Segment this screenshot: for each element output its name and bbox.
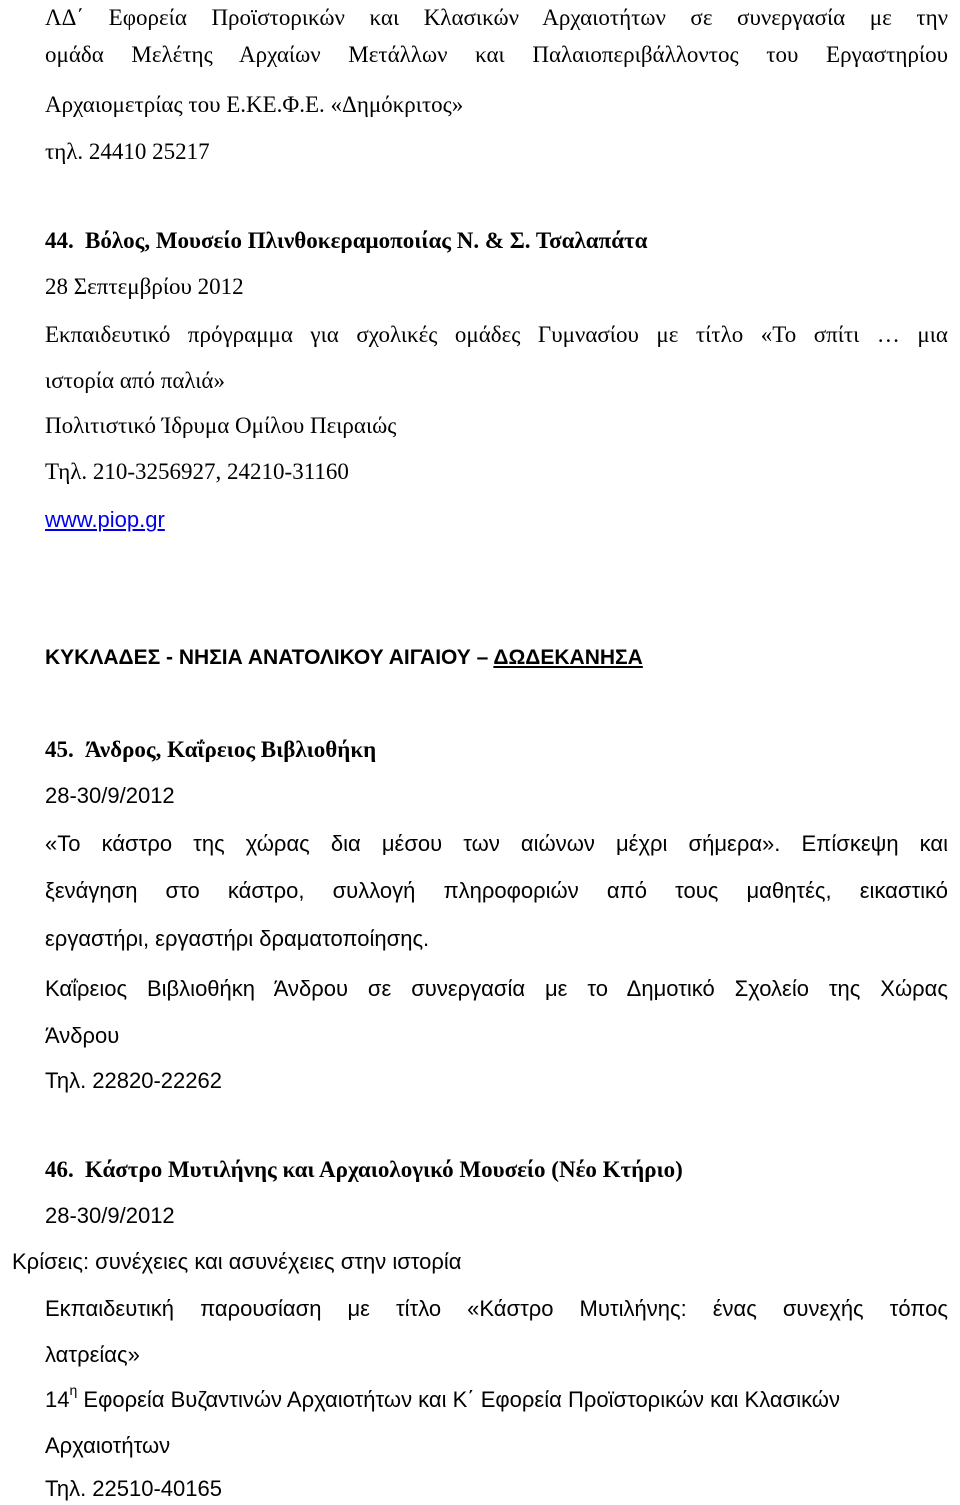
entry-44-number: 44. bbox=[45, 228, 74, 253]
entry-45-title: Άνδρος, Καΐρειος Βιβλιοθήκη bbox=[85, 737, 377, 762]
entry-46-phone: Τηλ. 22510-40165 bbox=[45, 1476, 222, 1501]
entry-45-phone: Τηλ. 22820-22262 bbox=[45, 1068, 222, 1093]
entry-46-organizer-rest: Εφορεία Βυζαντινών Αρχαιοτήτων και Κ΄ Εφορεία Προϊστορικών και Κλασικών bbox=[77, 1387, 840, 1412]
entry-44-description-line-2: ιστορία από παλιά» bbox=[45, 368, 225, 393]
entry-44-title: Βόλος, Μουσείο Πλινθοκεραμοποιίας Ν. & Σ. Τσαλαπάτα bbox=[85, 228, 648, 253]
entry-46-organizer-number: 14 bbox=[45, 1387, 70, 1412]
entry-44-phone: Τηλ. 210-3256927, 24210-31160 bbox=[45, 459, 349, 484]
entry-46-heading bbox=[45, 1155, 948, 1185]
prev-entry-org-line-2: ομάδα Μελέτης Αρχαίων Μετάλλων και Παλαιοπεριβάλλοντος του Εργαστηρίου bbox=[45, 42, 948, 67]
section-heading-part-2: ΔΩΔΕΚΑΝΗΣΑ bbox=[493, 646, 643, 669]
entry-46-number: 46. bbox=[45, 1157, 74, 1182]
entry-46-organizer-line-2: Αρχαιοτήτων bbox=[45, 1433, 171, 1458]
entry-45-heading bbox=[45, 735, 948, 765]
entry-44-date: 28 Σεπτεμβρίου 2012 bbox=[45, 274, 244, 299]
entry-46-title: Κάστρο Μυτιλήνης και Αρχαιολογικό Μουσείο (Νέο Κτήριο) bbox=[85, 1157, 683, 1182]
entry-44-heading bbox=[45, 226, 948, 256]
entry-46-organizer-ordinal: η bbox=[69, 1382, 78, 1398]
entry-46-organizer-line-1 bbox=[45, 1382, 948, 1415]
section-heading-part-1: ΚΥΚΛΑΔΕΣ - ΝΗΣΙΑ ΑΝΑΤΟΛΙΚΟΥ ΑΙΓΑΙΟΥ – bbox=[45, 646, 494, 669]
prev-entry-org-line-3: Αρχαιομετρίας του Ε.ΚΕ.Φ.Ε. «Δημόκριτος» bbox=[45, 92, 464, 117]
entry-44-website-link[interactable]: www.piop.gr bbox=[45, 507, 165, 532]
entry-45-organizer-line-2: Άνδρου bbox=[45, 1023, 120, 1048]
prev-entry-org-line-1: ΛΔ΄ Εφορεία Προϊστορικών και Κλασικών Αρχαιοτήτων σε συνεργασία με την bbox=[45, 5, 948, 30]
entry-45-date: 28-30/9/2012 bbox=[45, 783, 175, 808]
entry-44-description-line-1: Εκπαιδευτικό πρόγραμμα για σχολικές ομάδες Γυμνασίου με τίτλο «Το σπίτι … μια bbox=[45, 322, 948, 347]
entry-45-description-line-1: «Το κάστρο της χώρας δια μέσου των αιώνων μέχρι σήμερα». Επίσκεψη και bbox=[45, 831, 948, 856]
prev-entry-phone: τηλ. 24410 25217 bbox=[45, 139, 210, 164]
entry-46-date: 28-30/9/2012 bbox=[45, 1203, 175, 1228]
entry-45-organizer-line-1: Καΐρειος Βιβλιοθήκη Άνδρου σε συνεργασία με το Δημοτικό Σχολείο της Χώρας bbox=[45, 976, 948, 1001]
entry-44-organizer: Πολιτιστικό Ίδρυμα Ομίλου Πειραιώς bbox=[45, 413, 397, 438]
entry-46-theme: Κρίσεις: συνέχειες και ασυνέχειες στην ιστορία bbox=[12, 1249, 462, 1274]
entry-45-description-line-2: ξενάγηση στο κάστρο, συλλογή πληροφοριών από τους μαθητές, εικαστικό bbox=[45, 878, 948, 903]
entry-44-website-row bbox=[45, 505, 948, 535]
entry-46-description-line-2: λατρείας» bbox=[45, 1342, 140, 1367]
entry-45-number: 45. bbox=[45, 737, 74, 762]
section-heading bbox=[45, 643, 948, 673]
entry-45-description-line-3: εργαστήρι, εργαστήρι δραματοποίησης. bbox=[45, 926, 430, 951]
entry-46-description-line-1: Εκπαιδευτική παρουσίαση με τίτλο «Κάστρο Μυτιλήνης: ένας συνεχής τόπος bbox=[45, 1296, 948, 1321]
